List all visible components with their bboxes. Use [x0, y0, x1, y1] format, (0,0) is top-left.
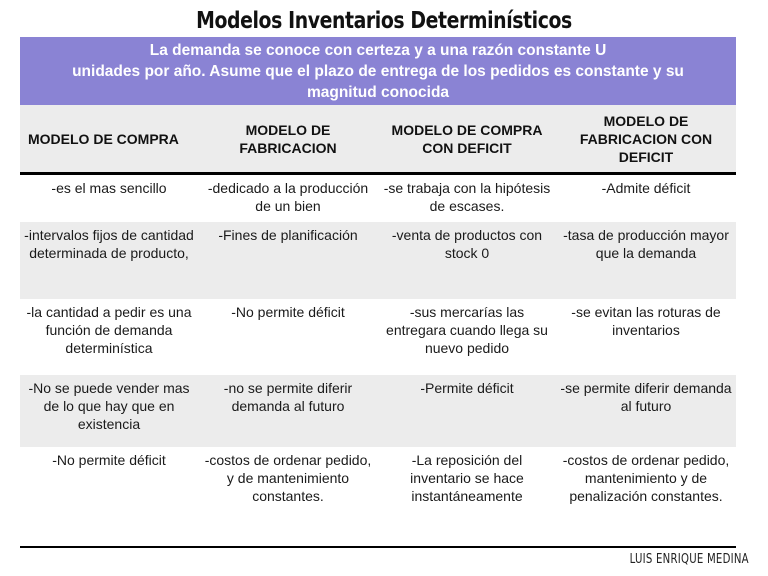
table-row [20, 375, 736, 447]
table-cell: -intervalos fijos de cantidad determinada de producto, [20, 222, 198, 299]
table-cell: -No permite déficit [198, 299, 378, 375]
table-cell: -Admite déficit [556, 174, 736, 223]
table-cell: -dedicado a la producción de un bien [198, 174, 378, 223]
table-cell: -tasa de producción mayor que la demanda [556, 222, 736, 299]
table-cell: -se evitan las roturas de inventarios [556, 299, 736, 375]
table-cell: -venta de productos con stock 0 [378, 222, 556, 299]
table-row [20, 222, 736, 299]
table-cell: -es el mas sencillo [20, 174, 198, 223]
table-cell: -No permite déficit [20, 447, 198, 543]
banner-line: La demanda se conoce con certeza y a una razón constante U [149, 42, 607, 59]
table-cell: -se trabaja con la hipótesis de escases. [378, 174, 556, 223]
author-credit: LUIS ENRIQUE MEDINA [629, 552, 749, 567]
table-cell: -costos de ordenar pedido, mantenimiento y de penalización constantes. [556, 447, 736, 543]
table-header-row [20, 105, 736, 174]
column-header: MODELO DE COMPRA CON DEFICIT [378, 105, 556, 174]
table-cell: -no se permite diferir demanda al futuro [198, 375, 378, 447]
table-cell: -se permite diferir demanda al futuro [556, 375, 736, 447]
table-cell: -No se puede vender mas de lo que hay que en existencia [20, 375, 198, 447]
table-row [20, 447, 736, 543]
column-header: MODELO DE COMPRA [20, 105, 198, 174]
table-cell: -sus mercarías las entregara cuando llega su nuevo pedido [378, 299, 556, 375]
bottom-divider [20, 546, 736, 548]
assumptions-banner [20, 37, 736, 105]
models-table [20, 105, 736, 543]
column-header: MODELO DE FABRICACION [198, 105, 378, 174]
table-cell: -la cantidad a pedir es una función de demanda determinística [20, 299, 198, 375]
banner-line: unidades por año. Asume que el plazo de entrega de los pedidos es constante y su [72, 63, 684, 80]
column-header: MODELO DE FABRICACION CON DEFICIT [556, 105, 736, 174]
table-row [20, 174, 736, 223]
table-cell: -La reposición del inventario se hace instantáneamente [378, 447, 556, 543]
page-title: Modelos Inventarios Determinísticos [196, 8, 572, 34]
table-cell: -costos de ordenar pedido, y de mantenimiento constantes. [198, 447, 378, 543]
table-cell: -Fines de planificación [198, 222, 378, 299]
table-cell: -Permite déficit [378, 375, 556, 447]
banner-line: magnitud conocida [306, 84, 450, 101]
table-row [20, 299, 736, 375]
